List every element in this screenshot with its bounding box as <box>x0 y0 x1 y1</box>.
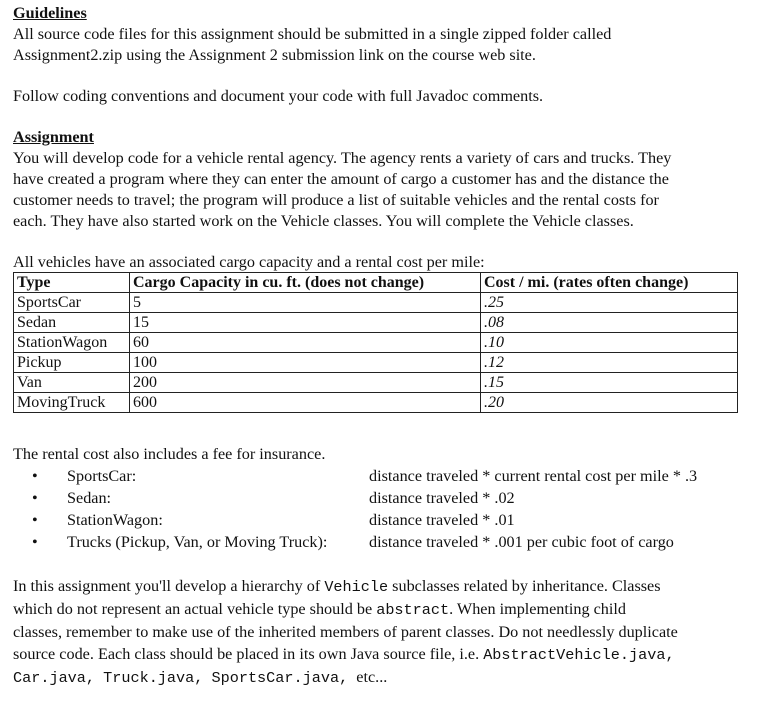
closing-line-1 <box>13 575 765 598</box>
code-vehicle: Vehicle <box>324 578 389 596</box>
closing-line-2 <box>13 598 765 621</box>
list-item <box>32 532 772 554</box>
closing-paragraph <box>13 575 765 689</box>
cargo-capacity: 5 <box>130 293 481 313</box>
cargo-capacity: 200 <box>130 373 481 393</box>
closing-text: which do not represent an actual vehicle type should be <box>13 600 377 618</box>
insurance-formula: distance traveled * .001 per cubic foot of cargo <box>369 533 674 551</box>
cargo-capacity: 100 <box>130 353 481 373</box>
cost-per-mile: .10 <box>481 333 738 353</box>
header-cargo-capacity: Cargo Capacity in cu. ft. (does not change) <box>130 273 481 293</box>
table-row <box>14 313 738 333</box>
vehicle-category: SportsCar: <box>67 467 137 485</box>
code-abstract: abstract <box>376 601 450 619</box>
table-row <box>14 373 738 393</box>
closing-line-3: classes, remember to make use of the inherited members of parent classes. Do not needlessly duplicate <box>13 623 678 641</box>
vehicle-table <box>13 272 738 413</box>
cargo-capacity: 15 <box>130 313 481 333</box>
cost-per-mile: .12 <box>481 353 738 373</box>
assignment-line-3: customer needs to travel; the program will produce a list of suitable vehicles and the rental costs for <box>13 191 659 209</box>
table-header-row <box>14 273 738 293</box>
cost-per-mile: .15 <box>481 373 738 393</box>
closing-text: . When implementing child <box>449 600 626 618</box>
list-item <box>32 510 772 532</box>
code-abstract-vehicle-file: AbstractVehicle.java, <box>483 646 675 664</box>
guidelines-line-3: Follow coding conventions and document your code with full Javadoc comments. <box>13 87 544 105</box>
closing-line-5 <box>13 666 765 689</box>
bullet-icon: • <box>32 489 38 507</box>
vehicle-category: Trucks (Pickup, Van, or Moving Truck): <box>67 533 328 551</box>
code-sportscar-file: SportsCar.java, <box>211 669 349 687</box>
list-item <box>32 488 772 510</box>
guidelines-line-2: Assignment2.zip using the Assignment 2 submission link on the course web site. <box>13 46 536 64</box>
assignment-line-1: You will develop code for a vehicle rental agency. The agency rents a variety of cars and trucks. They <box>13 149 672 167</box>
assignment-line-4: each. They have also started work on the Vehicle classes. You will complete the Vehicle classes. <box>13 212 634 230</box>
vehicle-type: MovingTruck <box>14 393 130 413</box>
closing-etc: etc... <box>356 668 388 686</box>
code-truck-file: Truck.java, <box>103 669 204 687</box>
table-row <box>14 393 738 413</box>
assignment-heading: Assignment <box>13 128 94 146</box>
guidelines-line-1: All source code files for this assignment should be submitted in a single zipped folder called <box>13 25 612 43</box>
bullet-icon: • <box>32 511 38 529</box>
closing-line-4 <box>13 643 765 666</box>
code-car-file: Car.java, <box>13 669 96 687</box>
bullet-icon: • <box>32 467 38 485</box>
table-intro: All vehicles have an associated cargo capacity and a rental cost per mile: <box>13 253 485 271</box>
header-cost-per-mile: Cost / mi. (rates often change) <box>481 273 738 293</box>
cargo-capacity: 600 <box>130 393 481 413</box>
vehicle-type: Pickup <box>14 353 130 373</box>
cargo-capacity: 60 <box>130 333 481 353</box>
guidelines-section <box>13 3 765 66</box>
cost-per-mile: .25 <box>481 293 738 313</box>
closing-text: In this assignment you'll develop a hierarchy of <box>13 577 325 595</box>
vehicle-category: Sedan: <box>67 489 112 507</box>
insurance-formula: distance traveled * current rental cost per mile * .3 <box>369 467 698 485</box>
table-row <box>14 353 738 373</box>
cost-per-mile: .08 <box>481 313 738 333</box>
insurance-formula: distance traveled * .02 <box>369 489 515 507</box>
cost-per-mile: .20 <box>481 393 738 413</box>
vehicle-type: Van <box>14 373 130 393</box>
vehicle-type: SportsCar <box>14 293 130 313</box>
vehicle-category: StationWagon: <box>67 511 163 529</box>
table-row <box>14 333 738 353</box>
assignment-section <box>13 127 765 232</box>
closing-text: source code. Each class should be placed in its own Java source file, i.e. <box>13 645 484 663</box>
insurance-intro: The rental cost also includes a fee for insurance. <box>13 445 326 463</box>
vehicle-type: Sedan <box>14 313 130 333</box>
insurance-list <box>32 466 772 554</box>
bullet-icon: • <box>32 533 38 551</box>
header-type: Type <box>14 273 130 293</box>
guidelines-heading: Guidelines <box>13 4 87 22</box>
assignment-line-2: have created a program where they can enter the amount of cargo a customer has and the distance the <box>13 170 669 188</box>
table-row <box>14 293 738 313</box>
insurance-formula: distance traveled * .01 <box>369 511 515 529</box>
list-item <box>32 466 772 488</box>
closing-text: subclasses related by inheritance. Classes <box>388 577 661 595</box>
vehicle-type: StationWagon <box>14 333 130 353</box>
